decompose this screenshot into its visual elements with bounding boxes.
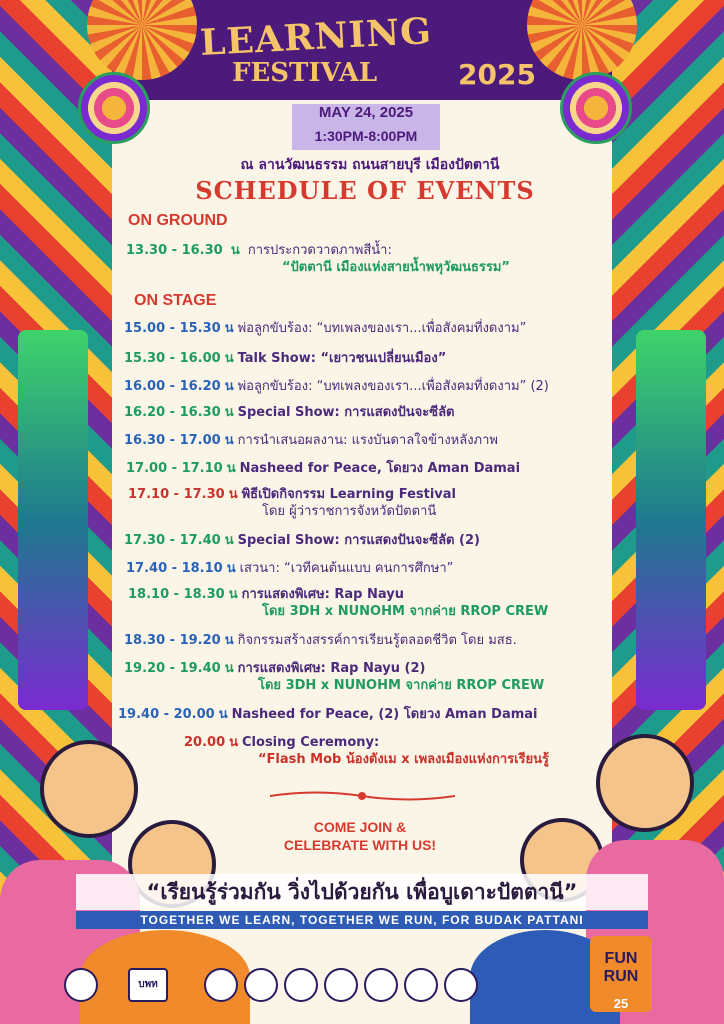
item-unit: น [226,561,236,576]
item-desc: เสวนา: “เวทีคนต้นแบบ คนการศึกษา” [239,561,454,576]
item-unit: น [230,243,240,258]
item-time: 15.00 - 15.30 [124,321,221,336]
schedule-row [118,734,674,768]
schedule-row [118,460,616,477]
join-line1: COME JOIN & [313,819,407,835]
fun-run-date: 25 [613,996,629,1011]
schedule-row [118,632,614,649]
item-time: 16.00 - 16.20 [124,379,221,394]
item-time: 17.40 - 18.10 [126,561,223,576]
item-time: 18.10 - 18.30 [128,587,225,602]
item-desc: การประกวดวาดภาพสีน้ำ: [247,243,392,258]
item-time: 13.30 - 16.30 [126,243,223,258]
item-desc: Special Show: การแสดงปันจะซีลัต (2) [237,533,480,548]
item-desc: Nasheed for Peace, (2) โดยวง Aman Damai [231,707,538,722]
sponsor-logo [64,968,98,1002]
festival-year: 2025 [458,58,536,91]
item-desc: Closing Ceremony: [242,735,380,750]
fun-run-text: FUN RUN [603,950,639,985]
item-unit: น [224,533,234,548]
sponsor-logo [404,968,438,1002]
item-unit: น [228,587,238,602]
item-desc-line2: โดย ผู้ว่าราชการจังหวัดปัตตานี [262,504,437,519]
sponsor-logo [244,968,278,1002]
sponsor-logo [324,968,358,1002]
item-desc: การแสดงพิเศษ: Rap Nayu [241,587,404,602]
slogan-english: TOGETHER WE LEARN, TOGETHER WE RUN, FOR BUDAK PATTANI [76,911,648,929]
item-time: 19.20 - 19.40 [124,661,221,676]
on-ground-item [118,242,616,276]
festival-title-line2: FESTIVAL [232,58,378,88]
slogan-thai: “เรียนรู้ร่วมกัน วิ่งไปด้วยกัน เพื่อบูเดาะปัตตานี” [146,880,578,904]
item-unit: น [224,661,234,676]
left-stripe-decoration [18,330,88,710]
right-stripe-decoration [636,330,706,710]
schedule-row [118,532,614,549]
schedule-row [118,706,608,723]
join-message [250,818,470,854]
item-time: 16.20 - 16.30 [124,405,221,420]
schedule-row [118,486,618,520]
item-desc: Nasheed for Peace, โดยวง Aman Damai [239,461,521,476]
item-time: 17.30 - 17.40 [124,533,221,548]
item-desc-line2: “ปัตตานี เมืองแห่งสายน้ำพหุวัฒนธรรม” [282,260,510,275]
event-time: 1:30PM-8:00PM [314,128,418,144]
item-desc: การแสดงพิเศษ: Rap Nayu (2) [237,661,426,676]
item-unit: น [224,321,234,336]
item-time: 15.30 - 16.00 [124,351,221,366]
item-unit: น [218,707,228,722]
item-desc-line2: “Flash Mob น้องตังเม x เพลงเมืองแห่งการเรียนรู้ [258,752,550,767]
item-time: 18.30 - 19.20 [124,633,221,648]
schedule-row [118,586,618,620]
schedule-row [118,432,614,449]
flower-left-icon [78,72,150,144]
item-time: 16.30 - 17.00 [124,433,221,448]
item-desc: Special Show: การแสดงปันจะซีลัต [237,405,455,420]
item-desc: พิธีเปิดกิจกรรม Learning Festival [241,487,457,502]
item-unit: น [224,351,234,366]
item-unit: น [224,633,234,648]
sponsor-logo [444,968,478,1002]
schedule-row [118,350,614,367]
join-line2: CELEBRATE WITH US! [283,837,437,853]
item-desc-line2: โดย 3DH x NUNOHM จากค่าย RROP CREW [258,678,545,693]
character-left-face [40,740,138,838]
festival-title-line1: LEARNING [199,9,433,65]
item-unit: น [226,461,236,476]
item-desc-line2: โดย 3DH x NUNOHM จากค่าย RROP CREW [262,604,549,619]
sponsor-logo [364,968,398,1002]
on-stage-label: ON STAGE [134,292,217,309]
item-time: 17.00 - 17.10 [126,461,223,476]
schedule-row [118,560,616,577]
sponsor-logo: บพท [128,968,168,1002]
item-time: 17.10 - 17.30 [128,487,225,502]
schedule-row [118,320,614,337]
event-venue: ณ ลานวัฒนธรรม ถนนสายบุรี เมืองปัตตานี [240,157,500,173]
sponsor-logo [204,968,238,1002]
on-ground-label: ON GROUND [128,212,228,229]
item-unit: น [224,379,234,394]
item-desc: กิจกรรมสร้างสรรค์การเรียนรู้ตลอดชีวิต โดย มสธ. [237,633,517,648]
item-time: 19.40 - 20.00 [118,707,215,722]
item-unit: น [228,487,238,502]
schedule-row [118,378,614,395]
fun-run-badge [590,936,652,1012]
item-desc: การนำเสนอผลงาน: แรงบันดาลใจข้างหลังภาพ [237,433,498,448]
item-desc: พ่อลูกขับร้อง: “บทเพลงของเรา...เพื่อสังคมที่งดงาม” (2) [237,379,549,394]
event-date: MAY 24, 2025 [318,104,414,121]
item-desc: Talk Show: “เยาวชนเปลี่ยนเมือง” [237,351,447,366]
item-unit: น [229,735,239,750]
schedule-row [118,404,614,421]
item-desc: พ่อลูกขับร้อง: “บทเพลงของเรา...เพื่อสังคมที่งดงาม” [237,321,527,336]
flower-right-icon [560,72,632,144]
sponsor-logo [284,968,318,1002]
item-time: 20.00 [184,735,226,750]
item-unit: น [224,433,234,448]
item-unit: น [224,405,234,420]
schedule-row [118,660,614,694]
schedule-title: SCHEDULE OF EVENTS [195,176,535,205]
character-right-face [596,734,694,832]
sponsor-logos [64,968,584,1008]
ornament-divider [270,789,455,803]
